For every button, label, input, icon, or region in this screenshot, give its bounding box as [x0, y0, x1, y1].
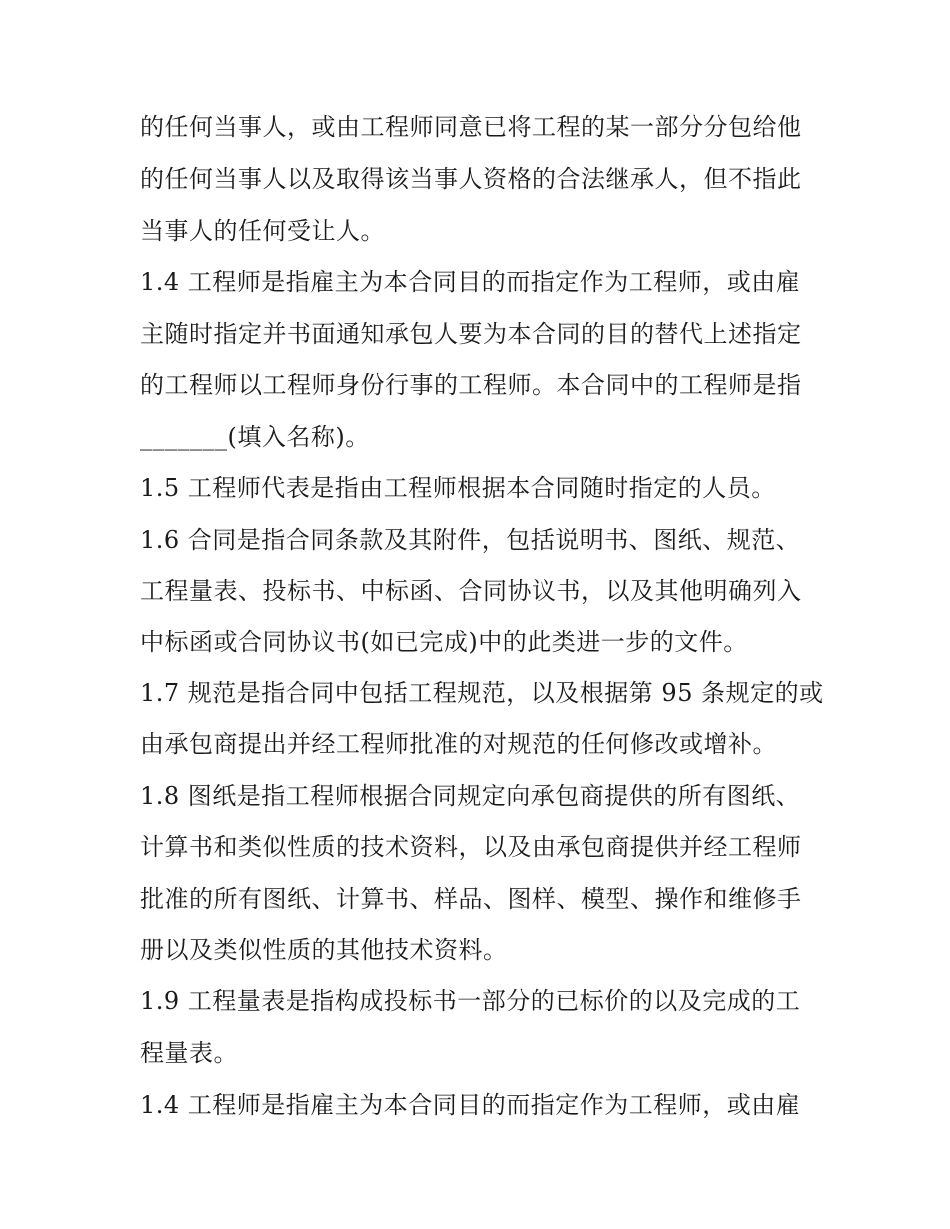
text-line: 的任何当事人，或由工程师同意已将工程的某一部分分包给他 — [140, 113, 802, 141]
text-line: 册以及类似性质的其他技术资料。 — [140, 936, 508, 964]
clause-1-8-heading-line: 1.8 图纸是指工程师根据合同规定向承包商提供的所有图纸、 — [140, 782, 801, 810]
clause-1-5-line: 1.5 工程师代表是指由工程师根据本合同随时指定的人员。 — [140, 474, 776, 502]
text-line: 当事人的任何受让人。 — [140, 217, 385, 245]
text-line: 主随时指定并书面通知承包人要为本合同的目的替代上述指定 — [140, 320, 802, 348]
clause-1-9-heading-line: 1.9 工程量表是指构成投标书一部分的已标价的以及完成的工 — [140, 987, 801, 1015]
clause-1-6-heading-line: 1.6 合同是指合同条款及其附件，包括说明书、图纸、规范、 — [140, 526, 801, 554]
text-line: 工程量表、投标书、中标函、合同协议书，以及其他明确列入 — [140, 577, 802, 605]
text-line: 程量表。 — [140, 1039, 238, 1067]
text-line: 的工程师以工程师身份行事的工程师。本合同中的工程师是指 — [140, 371, 802, 399]
text-line: 中标函或合同协议书(如已完成)中的此类进一步的文件。 — [140, 628, 748, 656]
clause-1-7-heading-line: 1.7 规范是指合同中包括工程规范，以及根据第 95 条规定的或 — [140, 679, 824, 707]
clause-1-4-repeat-line: 1.4 工程师是指雇主为本合同目的而指定作为工程师，或由雇 — [140, 1091, 801, 1119]
text-line: 批准的所有图纸、计算书、样品、图样、模型、操作和维修手 — [140, 885, 802, 913]
text-line: 由承包商提出并经工程师批准的对规范的任何修改或增补。 — [140, 730, 777, 758]
clause-1-4-heading-line: 1.4 工程师是指雇主为本合同目的而指定作为工程师，或由雇 — [140, 268, 801, 296]
text-line: 计算书和类似性质的技术资料，以及由承包商提供并经工程师 — [140, 833, 802, 861]
fill-in-name-line: _______(填入名称)。 — [140, 423, 370, 451]
text-line: 的任何当事人以及取得该当事人资格的合法继承人，但不指此 — [140, 165, 802, 193]
